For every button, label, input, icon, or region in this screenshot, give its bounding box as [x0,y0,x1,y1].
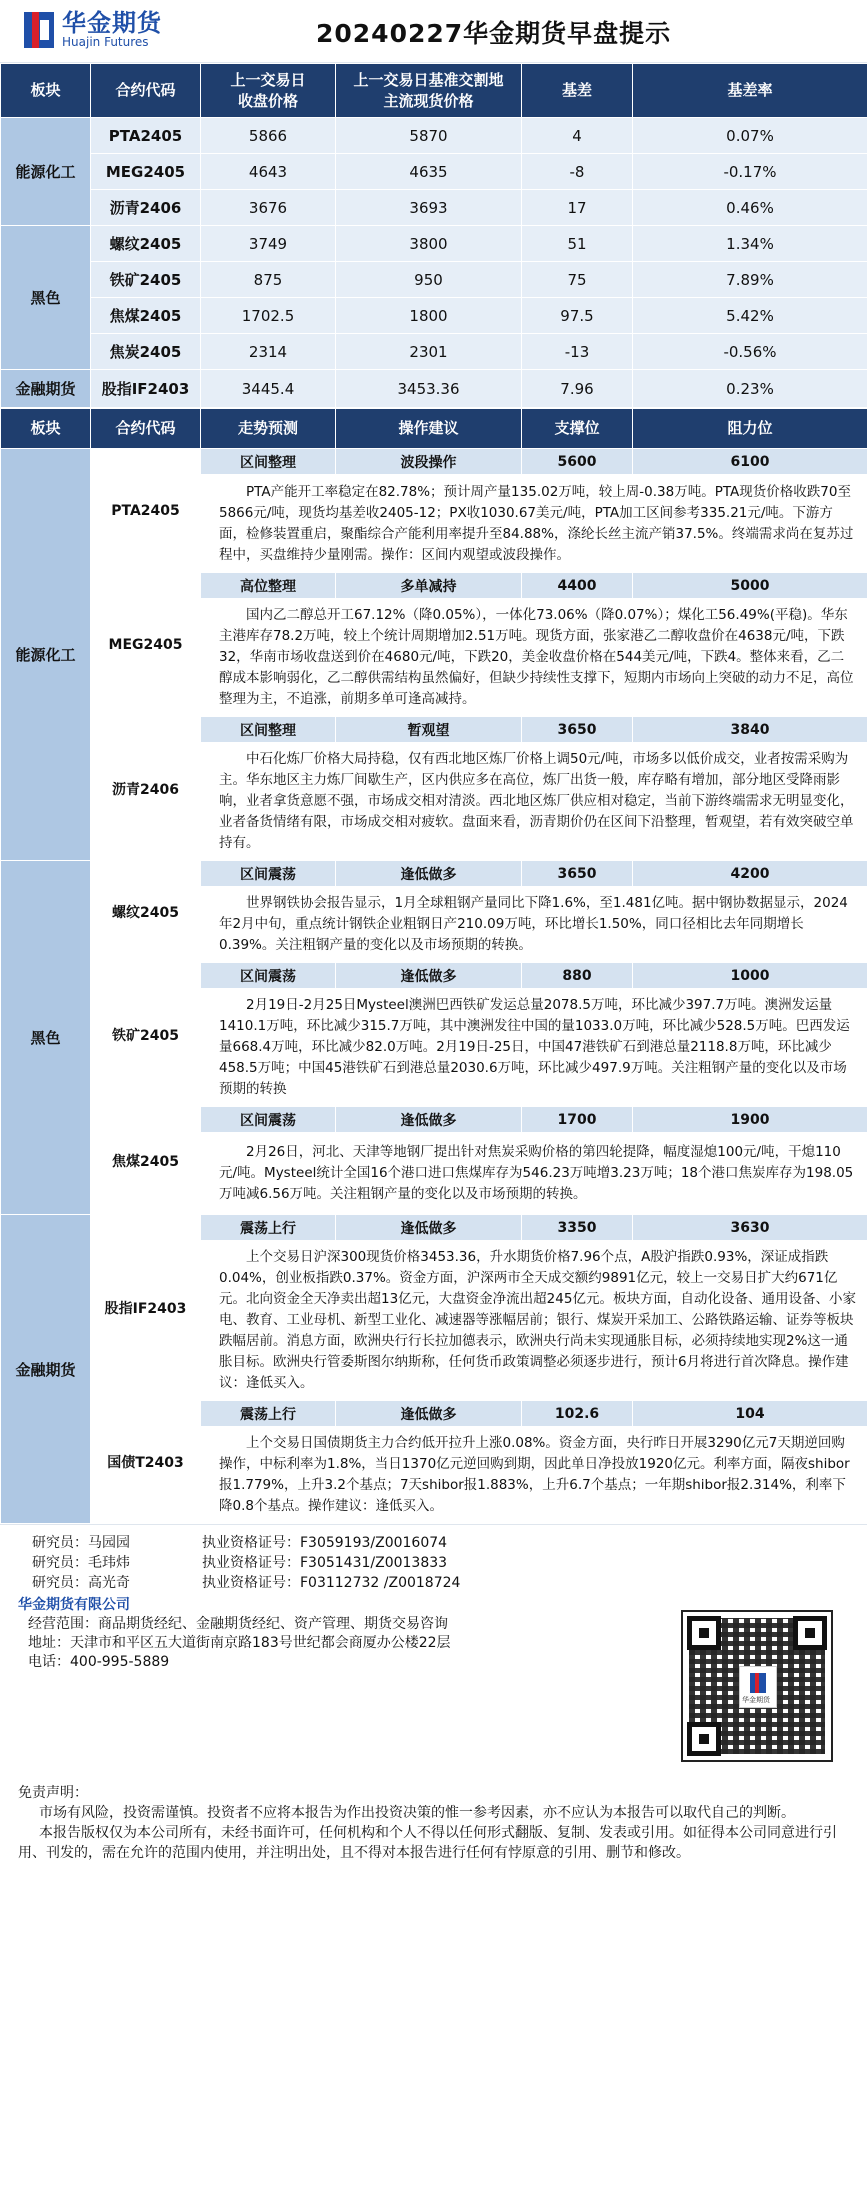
spot-price: 5870 [336,118,522,154]
trend-forecast: 区间整理 [201,717,336,743]
column-header: 合约代码 [91,409,201,449]
close-price: 4643 [201,154,336,190]
sector-label: 黑色 [1,861,91,1215]
trend-forecast: 区间震荡 [201,1107,336,1133]
commentary-text: PTA产能开工率稳定在82.78%；预计周产量135.02万吨，较上周-0.38万吨。PTA现货价格收跌70至5866元/吨，现货均基差收2405-12；PX收1030.67美元/吨，PTA加工区间参考335.21元/吨。下游方面，检修装置重启，聚酯综合产能利用率提升至84.88%，涤纶长丝主流产销37.5%。终端需求尚在复苏过程中，买盘维持少量刚需。操作：区间内观望或波段操作。 [219,483,854,563]
column-header [1,64,91,118]
column-header-line: 基差 [561,81,592,99]
basis-rate: 7.89% [633,262,867,298]
contract-code: MEG2405 [91,154,201,190]
researcher-row: 研究员：高光奇 执业资格证号：F03112732 /Z0018724 [32,1575,461,1591]
spot-price: 2301 [336,334,522,370]
column-header-line: 上一交易日基准交割地 [353,70,504,89]
resistance-level: 5000 [633,573,867,599]
contract-code: 螺纹2405 [91,226,201,262]
forecast-table [0,408,867,1524]
market-commentary [201,989,867,1107]
market-commentary [201,887,867,963]
disclaimer-text: 市场有风险，投资需谨慎。投资者不应将本报告为作出投资决策的惟一参考因素，亦不应认为本报告可以取代自己的判断。 [39,1805,795,1821]
support-level: 880 [522,963,633,989]
trend-forecast: 震荡上行 [201,1401,336,1427]
basis-value: 51 [522,226,633,262]
forecast-bar [1,1401,867,1427]
company-name: 华金期货有限公司 [18,1597,130,1613]
company-phone: 电话：400-995-5889 [28,1654,170,1670]
table-row [1,370,867,408]
basis-value: 97.5 [522,298,633,334]
sector-label: 黑色 [1,226,91,370]
operation-advice: 多单减持 [336,573,522,599]
support-level: 5600 [522,449,633,475]
commentary-text: 国内乙二醇总开工67.12%（降0.05%），一体化73.06%（降0.07%）；煤化工56.49%(平稳)。华东主港库存78.2万吨，较上个统计周期增加2.51万吨。现货方面，张家港乙二醇收盘价在4638元/吨，下跌32，华南市场收盘送到价在4680元/吨，下跌20，美金收盘价格在544美元/吨，下跌4。整体来看，乙二醇成本影响弱化，乙二醇供需结构虽然偏好，但缺少持续性支撑下，短期内市场向上突破的动力不足，高位整理为主，不追涨，前期多单可逢高减持。 [219,607,854,707]
market-commentary [201,475,867,573]
researcher-row: 研究员：毛玮炜 执业资格证号：F3051431/Z0013833 [32,1555,448,1571]
business-scope: 经营范围：商品期货经纪、金融期货经纪、资产管理、期货交易咨询 [28,1616,448,1632]
basis-value: 7.96 [522,370,633,408]
column-header: 阻力位 [633,409,867,449]
support-level: 3350 [522,1215,633,1241]
column-header: 走势预测 [201,409,336,449]
column-header [336,64,522,118]
support-level: 1700 [522,1107,633,1133]
basis-value: -13 [522,334,633,370]
trend-forecast: 区间整理 [201,449,336,475]
basis-value: 75 [522,262,633,298]
forecast-bar [1,861,867,887]
close-price: 5866 [201,118,336,154]
table-row [1,298,867,334]
market-commentary [201,1427,867,1524]
column-header [522,64,633,118]
spot-price: 950 [336,262,522,298]
forecast-table-header [1,409,867,449]
contract-code: 焦煤2405 [91,298,201,334]
market-commentary [201,743,867,861]
column-header-line: 合约代码 [115,81,176,99]
report-footer [0,1524,867,1927]
table-row [1,334,867,370]
resistance-level: 1900 [633,1107,867,1133]
contract-code: 铁矿2405 [91,262,201,298]
column-header-line: 基差率 [727,81,773,99]
logo-mark-icon [24,12,54,48]
contract-code: PTA2405 [91,449,201,573]
company-info [18,1596,451,1672]
operation-advice: 逢低做多 [336,1215,522,1241]
operation-advice: 逢低做多 [336,1401,522,1427]
market-commentary [201,1133,867,1215]
contract-code: PTA2405 [91,118,201,154]
column-header [91,64,201,118]
basis-rate: 0.23% [633,370,867,408]
commentary-text: 世界钢铁协会报告显示，1月全球粗钢产量同比下降1.6%，至1.481亿吨。据中钢协数据显示，2024年2月中旬，重点统计钢铁企业粗钢日产210.09万吨，环比增长1.50%，同口径相比去年同期增长0.39%。关注粗钢产量的变化以及市场预期的转换。 [219,895,848,953]
column-header: 支撑位 [522,409,633,449]
column-header [633,64,867,118]
support-level: 4400 [522,573,633,599]
close-price: 3749 [201,226,336,262]
contract-code: 铁矿2405 [91,963,201,1107]
commentary-text: 上个交易日沪深300现货价格3453.36，升水期货价格7.96个点，A股沪指跌0.93%，深证成指跌0.04%，创业板指跌0.37%。资金方面，沪深两市全天成交额约9891亿元，较上一交易日扩大约671亿元。北向资金全天净卖出超13亿元，大盘资金净流出超245亿元。板块方面，自动化设备、通用设备、小家电、教育、工业母机、新型工业化、减速器等涨幅居前；银行、煤炭开采加工、公路铁路运输、证券等板块跌幅居前。消息方面，欧洲央行行长拉加德表示，欧洲央行尚未实现通胀目标，必须持续地实现2%这一通胀目标。欧洲央行管委斯图尔纳斯称，任何货币政策调整必须逐步进行，预计6月将进行首次降息。操作建议：逢低买入。 [219,1249,856,1391]
company-address: 地址：天津市和平区五大道街南京路183号世纪都会商厦办公楼22层 [28,1635,451,1651]
basis-table [0,63,867,408]
contract-code: 国债T2403 [91,1401,201,1524]
contract-code: 股指IF2403 [91,370,201,408]
operation-advice: 波段操作 [336,449,522,475]
support-level: 3650 [522,717,633,743]
column-header: 板块 [1,409,91,449]
resistance-level: 3840 [633,717,867,743]
spot-price: 3800 [336,226,522,262]
forecast-bar [1,1215,867,1241]
column-header-line: 主流现货价格 [383,91,474,110]
column-header-line: 板块 [30,81,61,99]
forecast-bar [1,1107,867,1133]
commentary-text: 2月26日，河北、天津等地钢厂提出针对焦炭采购价格的第四轮提降，幅度湿熄100元/吨，干熄110元/吨。Mysteel统计全国16个港口进口焦煤库存为546.23万吨增3.23万吨；18个港口焦炭库存为198.05万吨减6.56万吨。关注粗钢产量的变化以及市场预期的转换。 [219,1144,854,1202]
spot-price: 1800 [336,298,522,334]
qr-code-icon: 华金期货 [681,1610,833,1762]
researcher-row: 研究员：马园园 执业资格证号：F3059193/Z0016074 [32,1535,448,1551]
basis-rate: -0.17% [633,154,867,190]
table-row [1,226,867,262]
column-header-line: 上一交易日 [230,70,306,89]
basis-rate: 1.34% [633,226,867,262]
table-row [1,118,867,154]
resistance-level: 4200 [633,861,867,887]
commentary-text: 中石化炼厂价格大局持稳，仅有西北地区炼厂价格上调50元/吨，市场多以低价成交，业者按需采购为主。华东地区主力炼厂间歇生产，区内供应多在高位，炼厂出货一般，库存略有增加，部分地区受降雨影响，业者拿货意愿不强，市场成交相对清淡。西北地区炼厂供应相对稳定，当前下游终端需求无明显变化，业者备货情绪有限，市场成交相对疲软。盘面来看，沥青期价仍在区间下沿整理，暂观望，若有效突破空单持有。 [219,751,854,851]
operation-advice: 暂观望 [336,717,522,743]
resistance-level: 104 [633,1401,867,1427]
basis-rate: 0.07% [633,118,867,154]
column-header-line: 收盘价格 [237,91,298,110]
trend-forecast: 高位整理 [201,573,336,599]
close-price: 2314 [201,334,336,370]
basis-value: 17 [522,190,633,226]
spot-price: 3693 [336,190,522,226]
contract-code: MEG2405 [91,573,201,717]
operation-advice: 逢低做多 [336,963,522,989]
close-price: 3676 [201,190,336,226]
disclaimer-title: 免责声明： [18,1785,88,1801]
forecast-bar [1,573,867,599]
market-commentary [201,1241,867,1401]
commentary-text: 2月19日-2月25日Mysteel澳洲巴西铁矿发运总量2078.5万吨，环比减少397.7万吨。澳洲发运量1410.1万吨，环比减少315.7万吨，其中澳洲发往中国的量1033.0万吨，环比减少528.5万吨。巴西发运量668.4万吨，环比减少82.0万吨。2月19日-25日，中国47港铁矿石到港总量2118.8万吨，环比减少458.5万吨；中国45港铁矿石到港总量2030.6万吨，环比减少497.9万吨。关注粗钢产量的变化以及市场预期的转换 [219,997,850,1097]
operation-advice: 逢低做多 [336,1107,522,1133]
researcher-list [32,1533,460,1593]
contract-code: 股指IF2403 [91,1215,201,1401]
logo-chinese-name: 华金期货 [62,9,162,37]
basis-rate: -0.56% [633,334,867,370]
contract-code: 螺纹2405 [91,861,201,963]
disclaimer [18,1783,848,1863]
close-price: 1702.5 [201,298,336,334]
company-logo [24,10,162,49]
basis-table-header [1,64,867,118]
sector-label: 能源化工 [1,118,91,226]
trend-forecast: 区间震荡 [201,861,336,887]
support-level: 102.6 [522,1401,633,1427]
operation-advice: 逢低做多 [336,861,522,887]
forecast-bar [1,963,867,989]
forecast-bar [1,717,867,743]
logo-english-name: Huajin Futures [62,35,149,49]
table-row [1,190,867,226]
contract-code: 沥青2406 [91,717,201,861]
close-price: 875 [201,262,336,298]
column-header: 操作建议 [336,409,522,449]
basis-value: -8 [522,154,633,190]
spot-price: 3453.36 [336,370,522,408]
resistance-level: 6100 [633,449,867,475]
basis-rate: 0.46% [633,190,867,226]
spot-price: 4635 [336,154,522,190]
resistance-level: 1000 [633,963,867,989]
report-header [0,0,867,63]
sector-label: 金融期货 [1,1215,91,1524]
basis-rate: 5.42% [633,298,867,334]
forecast-bar [1,449,867,475]
contract-code: 焦炭2405 [91,334,201,370]
sector-label: 金融期货 [1,370,91,408]
table-row [1,262,867,298]
resistance-level: 3630 [633,1215,867,1241]
commentary-text: 上个交易日国债期货主力合约低开拉升上涨0.08%。资金方面，央行昨日开展3290亿元7天期逆回购操作，中标利率为1.8%，当日1370亿元逆回购到期，因此单日净投放1920亿元。利率方面，隔夜shibor报1.779%，上升3.2个基点；7天shibor报1.883%，上升6.7个基点；一年期shibor报2.314%，利率下降0.8个基点。操作建议：逢低买入。 [219,1435,850,1514]
support-level: 3650 [522,861,633,887]
column-header [201,64,336,118]
table-row [1,154,867,190]
contract-code: 焦煤2405 [91,1107,201,1215]
trend-forecast: 震荡上行 [201,1215,336,1241]
disclaimer-text: 本报告版权仅为本公司所有，未经书面许可，任何机构和个人不得以任何形式翻版、复制、发表或引用。如征得本公司同意进行引用、刊发的，需在允许的范围内使用，并注明出处，且不得对本报告进行任何有悖原意的引用、删节和修改。 [18,1825,837,1861]
contract-code: 沥青2406 [91,190,201,226]
trend-forecast: 区间震荡 [201,963,336,989]
basis-value: 4 [522,118,633,154]
report-title: 20240227华金期货早盘提示 [316,19,672,48]
sector-label: 能源化工 [1,449,91,861]
close-price: 3445.4 [201,370,336,408]
market-commentary [201,599,867,717]
